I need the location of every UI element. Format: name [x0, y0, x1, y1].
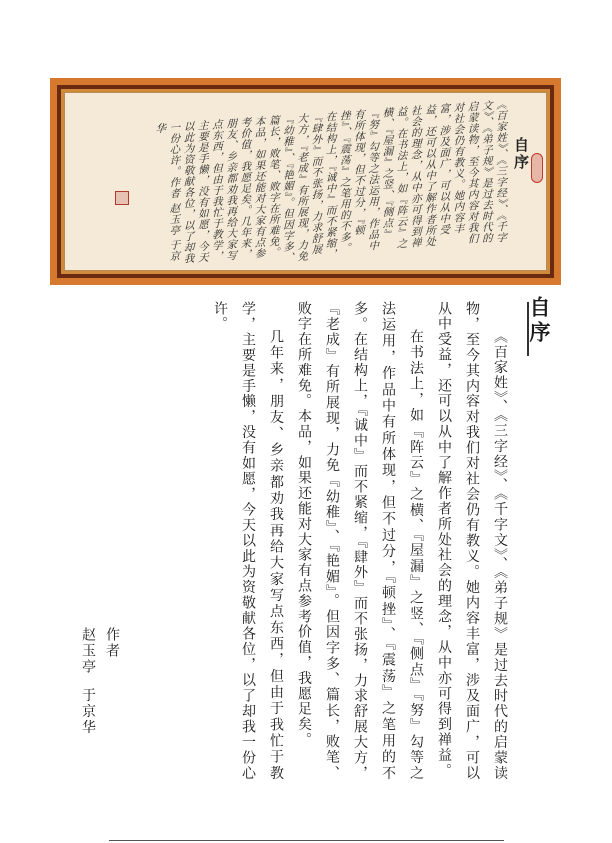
signature-role: 作者	[104, 627, 120, 659]
preface-body	[206, 301, 514, 781]
paragraph-3: 几年来，朋友、乡亲都劝我再给大家写点东西，但由于我忙于教学，主要是手懒，没有如愿，今天以此为资敬献各位，以了却我一份心许。	[212, 301, 284, 781]
calligraphy-scroll-frame	[50, 78, 561, 285]
signature-place: 于京华	[80, 687, 96, 736]
signature	[76, 627, 124, 736]
calligraphy-text: 《百家姓》、《三字经》、《千字文》、《弟子规》是过去时代的启蒙读物，至今其内容对我们对社会仍有教义。她内容丰富，涉及面广，可以从中受益，还可以从中了解作者所处社会的理念，从中亦可得到禅益。在书法上，如『阵云』之横、『屋漏』之竖、『侧点』『努』勾等之法运用，作品中有所体现，但不过分，『顿挫』、『震荡』之笔用的不多。在结构上，『诚中』而不紧缩，『肆外』而不张扬，力求舒展大方，『老成』有所展现，力免『幼稚』、『艳媚』。但因字多、篇长，败笔、败字在所难免。本品，如果还能对大家有点参考价值，我愿足矣。几年来，朋友、乡亲都劝我再给大家写点东西，但由于我忙于教学，主要是手懒，没有如愿，今天以此为资敬献各位，以了却我一份心许。作者 赵玉亭 于京华	[154, 98, 507, 265]
paragraph-1: 《百家姓》、《三字经》、《千字文》、《弟子规》是过去时代的启蒙读物，至今其内容对我们对社会仍有教义。她内容丰富，涉及面广，可以从中受益，还可以从中了解作者所处社会的理念，从中亦可得到禅益。	[436, 301, 508, 781]
paragraph-2: 在书法上，如『阵云』之横、『屋漏』之竖、『侧点』『努』勾等之法运用，作品中有所体现，但不过分，『顿挫』、『震荡』之笔用的不多。在结构上，『诚中』而不紧缩，『肆外』而不张扬，力求舒展大方，『老成』有所展现，力免『幼稚』、『艳媚』。但因字多、篇长，败笔、败字在所难免。本品，如果还能对大家有点参考价值，我愿足矣。	[296, 301, 424, 781]
oval-seal-icon	[531, 153, 543, 183]
signature-name: 赵玉亭	[80, 627, 96, 675]
square-seal-icon	[115, 191, 129, 205]
frame-mat	[61, 89, 550, 274]
page-title: 自序	[527, 296, 551, 346]
footer-rule	[109, 840, 504, 841]
calligraphy-paper	[64, 92, 547, 271]
frame-border	[57, 85, 554, 278]
scroll-title: 自序	[512, 137, 530, 171]
